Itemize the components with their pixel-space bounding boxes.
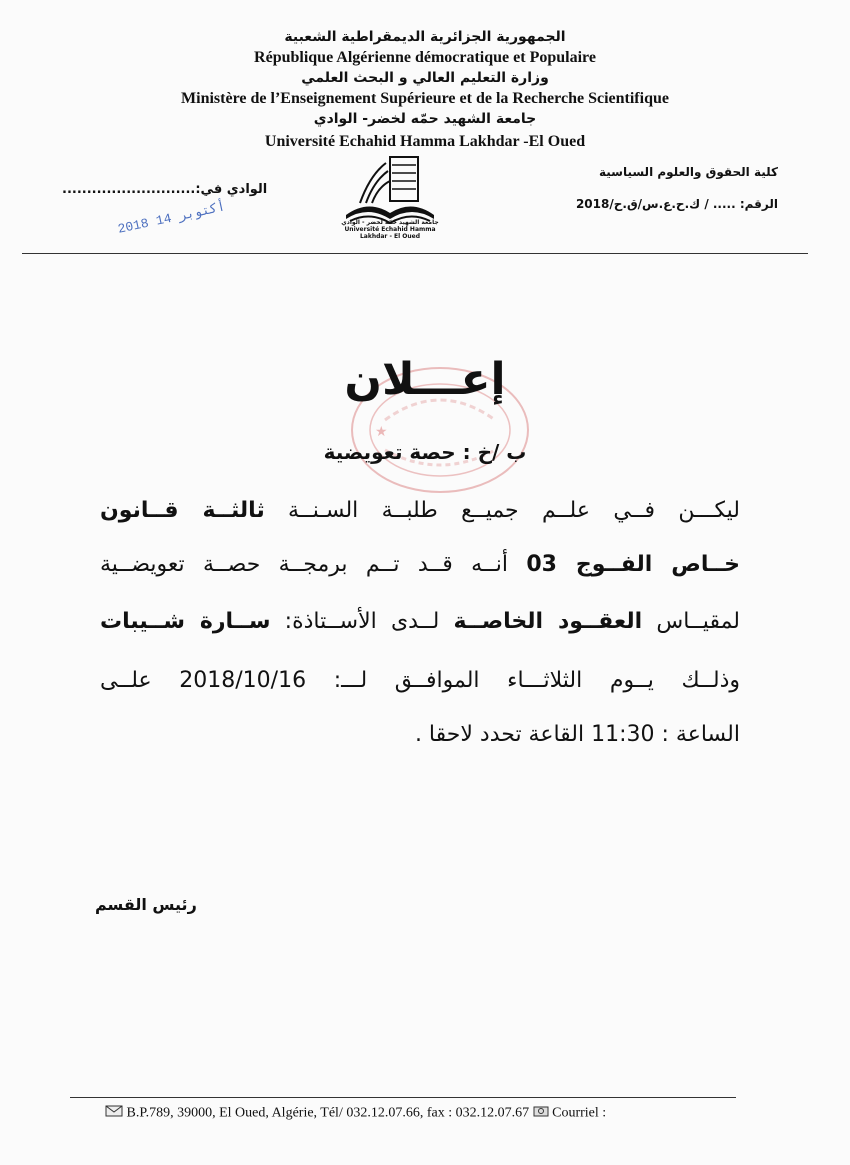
body-line-3-text-a: لمقيــاس (642, 609, 740, 634)
place-date: الوادي في:........................... (62, 182, 268, 197)
received-date-stamp: 2018 أكتوبر 14 (116, 199, 227, 237)
body-line-1 (100, 494, 740, 528)
body-line-2-bold: خــاص الفــوج 03 (526, 552, 740, 577)
body-line-3 (100, 605, 740, 639)
mail-icon (533, 1105, 549, 1122)
header-ar-republic: الجمهورية الجزائرية الديمقراطية الشعبية (284, 29, 566, 45)
logo-caption-ar: جامعة الشهيد حمّه لخضر - الوادي (341, 219, 439, 226)
footer-address: B.P.789, 39000, El Oued, Algérie, Tél/ 032.12.07.66, fax : 032.12.07.67 (126, 1105, 530, 1121)
university-logo (340, 155, 440, 245)
header-fr-republic: République Algérienne démocratique et Populaire (254, 49, 596, 66)
body-line-4: وذلــك يــوم الثلاثـــاء الموافــق لـــ: 2018/10/16 علــى (100, 668, 741, 693)
body-line-3-text-c: لــدى الأســتاذة: (270, 609, 454, 634)
professor-name: ســارة شــيبات (100, 609, 271, 634)
module-name: العقــود الخاصــة (453, 609, 643, 634)
footer-contact (105, 1105, 606, 1122)
body-line-5: الساعة : 11:30 القاعة تحدد لاحقا . (414, 722, 740, 747)
header-fr-university: Université Echahid Hamma Lakhdar -El Oued (264, 133, 586, 150)
reference-number: الرقم: ..... / ك.ح.ع.س/ق.ح/2018 (575, 197, 778, 211)
body-line-1-bold: ثالثــة قــانون (100, 498, 265, 523)
logo-caption-fr: Université Echahid Hamma Lakhdar - El Oued (344, 226, 436, 240)
announcement-title: إعـــلان (344, 354, 506, 405)
envelope-icon (105, 1105, 123, 1122)
announcement-subtitle: ب /خ : حصة تعويضية (323, 440, 527, 464)
body-line-2 (100, 548, 740, 582)
department-head-signature: رئيس القسم (95, 895, 197, 914)
header-ar-ministry: وزارة التعليم العالي و البحث العلمي (301, 70, 549, 86)
header-divider (22, 253, 808, 254)
header-ar-university: جامعة الشهيد حمّه لخضر- الوادي (313, 111, 537, 127)
faculty-name: كلية الحقوق والعلوم السياسية (598, 165, 778, 179)
header-fr-ministry: Ministère de l’Enseignement Supérieure et de la Recherche Scientifique (181, 90, 669, 107)
body-line-1-text: ليكـــن فــي علــم جميــع طلبــة السـنــة (264, 498, 740, 523)
svg-text:★: ★ (375, 424, 388, 440)
footer-email-label: Courriel : (552, 1105, 607, 1121)
body-line-2-text: أنــه قــد تــم برمجــة حصــة تعويضــية (100, 552, 527, 577)
footer-divider (70, 1097, 736, 1098)
